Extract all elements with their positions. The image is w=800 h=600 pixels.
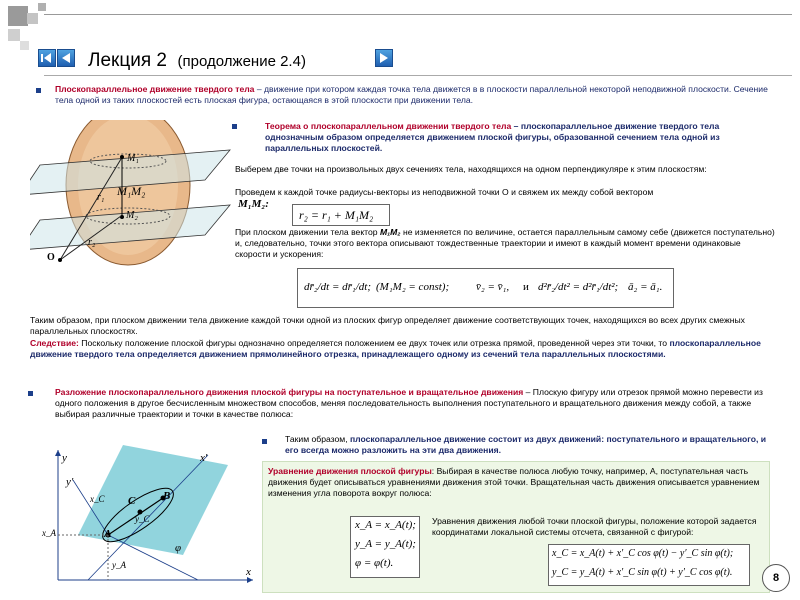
label-r1: r₁ [97, 192, 105, 203]
equations-paragraph [268, 466, 764, 499]
motion-text-b: не изменяется по величине, остается параллельным самому себе (движется поступательно) и, следовательно, точки этого вектора описывают тождественные траектории и имеют в каждый момент времени одинаковые скорости и ускорения: [235, 227, 775, 259]
deco-square [27, 13, 38, 24]
radius-vectors-text [235, 187, 775, 198]
two-motions-paragraph [285, 434, 775, 456]
label-xc: x_C [90, 494, 105, 504]
definition-term: Плоскопараллельное движение твердого тела [55, 84, 255, 94]
label-c: C [128, 495, 136, 507]
velocity-formula-box [297, 268, 674, 308]
point-equations-box [548, 544, 750, 586]
formula-const: (M₁M₂ = const); [376, 281, 450, 293]
corollary-bold: плоскопараллельное движение твердого тела определяется движением прямолинейного отрезка, принадлежащего одному из сечений тела параллельных плоскостями. [30, 338, 761, 359]
slide-title [88, 50, 306, 72]
theorem-paragraph [265, 121, 745, 154]
formula-r2: r₂ = r₁ + M₁M₂ [299, 208, 374, 222]
first-icon [39, 50, 55, 66]
page-number: 8 [772, 572, 780, 584]
formula-r2-box [292, 204, 390, 226]
page-number-badge [762, 564, 790, 592]
formula-a: ā₂ = ā₁. [628, 281, 663, 293]
title-rule [44, 75, 792, 76]
definition-paragraph [55, 84, 775, 106]
pole-eq-x: x_A = x_A(t); [355, 519, 416, 531]
label-y: y [62, 452, 67, 464]
bullet-icon [28, 391, 33, 396]
label-o: O [47, 252, 55, 263]
point-eq-y: y_C = y_A(t) + x′_C sin φ(t) + y′_C cos φ(t). [552, 567, 733, 578]
label-r2: r₂ [88, 237, 96, 248]
motion-vector [380, 227, 401, 237]
deco-square [8, 29, 20, 41]
deco-square [20, 41, 29, 50]
label-phi: φ [175, 542, 182, 554]
bullet-icon [36, 88, 41, 93]
corollary-rest: Поскольку положение плоской фигуры однозначно определяется положением ее двух точек или отрезка прямой, проведенной через эти точки, то [78, 338, 670, 348]
label-yc: y_C [135, 514, 150, 524]
radius-vectors-label: Проведем к каждой точке радиусы-векторы из неподвижной точки О и свяжем их между собой вектором [235, 187, 654, 197]
formula-d2r: d²r̄₂/dt² = d²r̄₁/dt²; [538, 281, 619, 293]
motion-text-a: При плоском движении тела вектор [235, 227, 378, 237]
motion-paragraph [235, 227, 775, 260]
formula-v: v̄₂ = v̄₁, [476, 281, 510, 293]
deco-square [38, 3, 46, 11]
prev-icon [58, 50, 74, 66]
label-b: B [163, 490, 171, 502]
next-slide-button[interactable] [375, 49, 393, 67]
label-xprime: x′ [200, 452, 208, 464]
label-a: A [104, 528, 112, 540]
bullet-icon [232, 124, 237, 129]
formula-dr: dr̄₂/dt = dr̄₁/dt; [304, 281, 372, 293]
definition-rest: – движение при котором каждая точка тела движется в в плоскости параллельной некоторой неподвижной плоскости. Сечение тела одной из таких плоскостей есть плоская фигура, остающаяся в этой плоскости при движении тела. [55, 84, 768, 105]
theorem-rest: – плоскопараллельное движение твердого тела однозначным образом определяется движением плоской фигуры, образованной сечением тела одной из параллельных плоскостей. [265, 121, 720, 153]
deco-square [8, 6, 28, 26]
label-yprime: y′ [66, 476, 74, 488]
bullet-icon [262, 439, 267, 444]
label-m2: M₂ [126, 210, 138, 221]
corollary-term: Следствие: [30, 338, 79, 348]
two-motions-a: Таким образом, [285, 434, 350, 444]
vector-m1m2-ref: M₁M₂ [379, 227, 401, 237]
decomposition-term: Разложение плоскопараллельного движения плоской фигуры на поступательное и вращательное движения [55, 387, 524, 397]
pole-eq-y: y_A = y_A(t); [355, 538, 416, 550]
pole-eq-phi: φ = φ(t). [355, 557, 394, 569]
theorem-term: Теорема о плоскопараллельном движении твердого тела [265, 121, 512, 131]
two-motions-b: плоскопараллельное движение состоит из двух движений: поступательного и вращательного, и его всегда можно разложить на эти два движения. [285, 434, 767, 455]
label-m1m2: M₁M₂ [117, 184, 146, 198]
pole-equations-box [350, 516, 420, 578]
equations-rest: : Выбирая в качестве полюса любую точку, например, A, поступательная часть движения будет описываться уравнениями движения этой точки. Вращательная часть движения описывается уравнением изменения угла поворота вокруг полюса: [268, 466, 760, 498]
header-rule [44, 14, 792, 15]
decomposition-rest: – Плоскую фигуру или отрезок прямой можно перевести из одного положения в другое бесчисленным множеством способов, меняя последовательность выполнения поступательного и вращательного движения между собой, а также выбирая различные траектории и точки в качестве полюса: [55, 387, 763, 419]
point-equations-text: Уравнения движения любой точки плоской фигуры, положение которой задается координатами локальной системы отсчета, связанной с фигурой: [432, 516, 757, 537]
point-m1 [120, 155, 124, 159]
next-icon [376, 50, 392, 66]
formula-and: и [523, 281, 529, 293]
equations-term: Уравнение движения плоской фигуры [268, 466, 432, 476]
title-text: Лекция 2 [88, 50, 167, 71]
first-slide-button[interactable] [38, 49, 56, 67]
prev-slide-button[interactable] [57, 49, 75, 67]
vector-m1m2-label: M₁M₂: [238, 198, 269, 210]
point-eq-x: x_C = x_A(t) + x′_C cos φ(t) − y′_C sin φ(t); [552, 548, 734, 559]
choose-points-text: Выберем две точки на произвольных двух сечениях тела, находящихся на одном перпендикуляре к этим плоскостям: [235, 164, 707, 174]
label-x: x [246, 566, 251, 578]
label-m1: M₁ [127, 153, 139, 164]
conclusion-paragraph: Таким образом, при плоском движении тела движение каждой точки одной из плоских фигур определяет движение соответствующих точек, находящихся во всех других смежных параллельных плоскостях. [30, 315, 745, 336]
label-xa: x_A [42, 528, 56, 538]
corollary-paragraph [30, 338, 775, 360]
decomposition-paragraph [55, 387, 775, 420]
label-ya: y_A [112, 560, 126, 570]
point-m2 [120, 215, 124, 219]
subtitle-text: (продолжение 2.4) [177, 53, 306, 70]
